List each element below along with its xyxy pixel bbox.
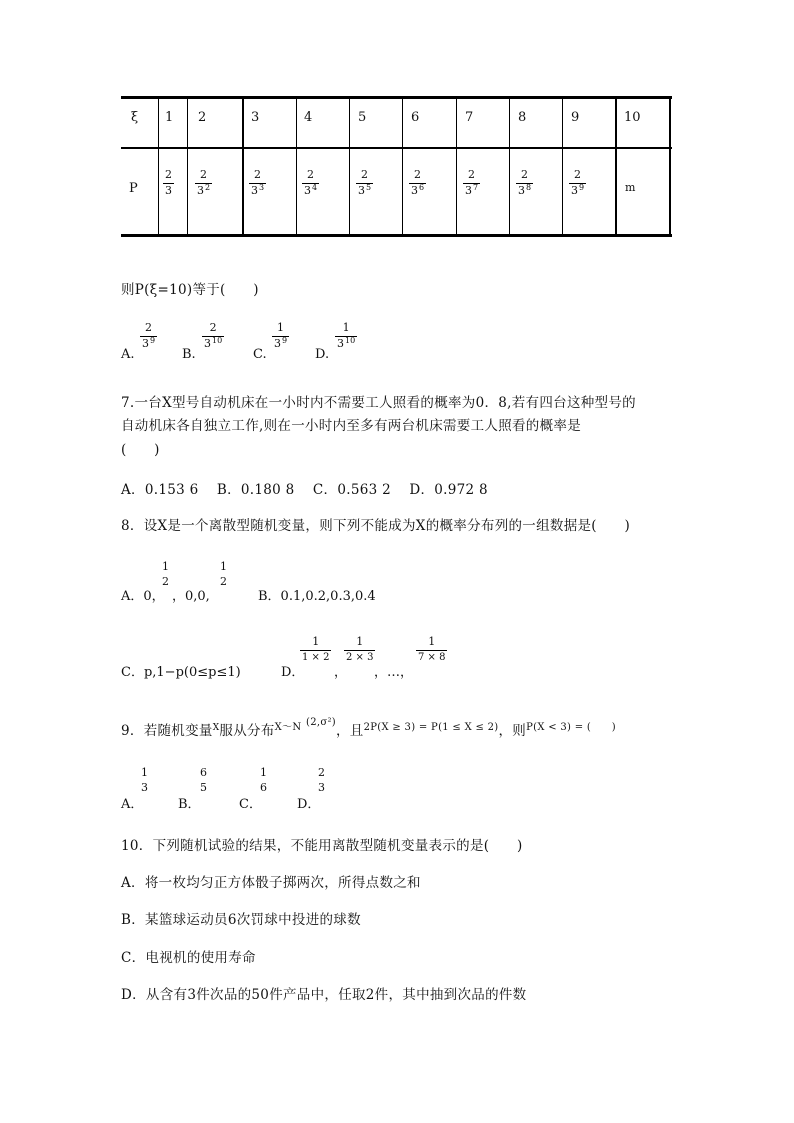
q6-option-d-fraction: 1 $3^{10}$: [337, 321, 356, 350]
q8-option-a-fraction: 1 2: [220, 560, 227, 588]
table-column-divider: [158, 99, 159, 234]
q6-option-b-fraction: 2 $3^{10}$: [204, 321, 223, 350]
probability-fraction: 2 $3^9$: [571, 168, 585, 197]
q6-option-a-fraction: 2 $3^9$: [142, 321, 156, 350]
q8-option-d-fraction-3: 1 7 × 8: [418, 635, 446, 663]
q10-option-d: D．从含有3件次品的50件产品中，任取2件，其中抽到次品的件数: [121, 987, 527, 1003]
q10-stem: 10．下列随机试验的结果，不能用离散型随机变量表示的是( ): [121, 838, 523, 854]
table-column-divider: [456, 99, 457, 234]
q9-condition: 2P(X ≥ 3) = P(1 ≤ X ≤ 2): [363, 722, 499, 733]
table-column-divider: [187, 99, 188, 234]
xi-value: 9: [571, 110, 580, 125]
probability-fraction: 2 $3^4$: [304, 168, 318, 197]
q10-option-a: A．将一枚均匀正方体骰子掷两次，所得点数之和: [121, 875, 421, 891]
probability-fraction: 2 $3^3$: [251, 168, 265, 197]
xi-value: 10: [624, 110, 641, 125]
q9-variable: X: [212, 723, 220, 733]
table-column-divider: [509, 99, 510, 234]
table-column-divider: [349, 99, 350, 234]
q9-stem-middle-2: ，且: [335, 723, 364, 739]
q9-option-d-fraction: 2 3: [318, 766, 325, 794]
table-column-divider: [562, 99, 563, 234]
q8-stem: 8．设X是一个离散型随机变量，则下列不能成为X的概率分布列的一组数据是( ): [121, 518, 631, 534]
p-header: P: [129, 181, 138, 196]
q9-option-a-label: A．: [121, 797, 144, 812]
xi-value: 5: [358, 110, 367, 125]
q8-option-d-separator: ，: [334, 665, 348, 680]
last-probability: m: [625, 181, 636, 194]
xi-value: 3: [251, 110, 260, 125]
q9-parameters: (2,σ²): [306, 717, 336, 728]
q7-line-1: 7.一台X型号自动机床在一小时内不需要工人照看的概率为0．8,若有四台这种型号的: [121, 395, 636, 411]
q6-option-b-label: B.: [182, 347, 196, 362]
q6-option-c-fraction: 1 $3^9$: [274, 321, 288, 350]
q7-line-2: 自动机床各自独立工作,则在一小时内至多有两台机床需要工人照看的概率是: [121, 418, 581, 434]
q8-option-d-fraction-2: 1 2 × 3: [346, 635, 374, 663]
table-column-divider: [669, 99, 671, 234]
q6-option-d-label: D.: [315, 347, 330, 362]
q6-stem: 则P(ξ=10)等于( ): [121, 282, 259, 298]
q9-option-a-fraction: 1 3: [141, 766, 148, 794]
xi-value: 4: [304, 110, 313, 125]
xi-header: ξ: [131, 110, 139, 125]
xi-value: 8: [518, 110, 527, 125]
q9-stem-middle-3: ，则: [498, 723, 527, 739]
probability-fraction: 2 $3^6$: [411, 168, 425, 197]
q9-query: P(X < 3) = ( ): [526, 722, 616, 733]
q8-option-a-label: A．0，: [121, 589, 165, 604]
q8-option-d-fraction-1: 1 1 × 2: [302, 635, 330, 663]
q8-option-a-middle: ，0,0,: [172, 589, 210, 604]
xi-value: 2: [198, 110, 207, 125]
q8-option-d-label: D．: [281, 665, 305, 680]
q9-option-b-label: B．: [178, 797, 201, 812]
q10-option-b: B．某篮球运动员6次罚球中投进的球数: [121, 912, 361, 928]
table-column-divider: [402, 99, 403, 234]
q9-option-c-label: C．: [239, 797, 262, 812]
q8-option-b: B．0.1,0.2,0.3,0.4: [258, 589, 376, 604]
q7-options: A．0.153 6 B．0.180 8 C．0.563 2 D．0.972 8: [121, 482, 488, 498]
probability-fraction: 2 $3^2$: [197, 168, 211, 197]
xi-value: 1: [165, 110, 174, 125]
xi-value: 7: [465, 110, 474, 125]
q8-option-c: C．p,1−p(0≤p≤1): [121, 665, 241, 680]
table-column-divider: [242, 99, 244, 234]
q8-option-d-ellipsis: ，…，: [374, 665, 414, 680]
table-column-divider: [296, 99, 297, 234]
probability-fraction: 2 3: [165, 168, 172, 197]
table-column-divider: [615, 99, 617, 234]
xi-value: 6: [411, 110, 420, 125]
q9-stem-middle: 服从分布: [219, 723, 275, 739]
probability-fraction: 2 $3^7$: [465, 168, 479, 197]
probability-fraction: 2 $3^8$: [518, 168, 532, 197]
table-row-divider: [121, 147, 672, 149]
q9-stem-prefix: 9．若随机变量: [121, 723, 213, 739]
q6-option-c-label: C.: [253, 347, 267, 362]
q9-stem: [121, 719, 616, 739]
distribution-table: [121, 96, 672, 237]
q8-option-a-fraction: 1 2: [162, 560, 169, 588]
q9-distribution: X～N: [274, 722, 302, 733]
probability-fraction: 2 $3^5$: [358, 168, 372, 197]
q7-line-3: ( ): [121, 442, 160, 458]
q10-option-c: C．电视机的使用寿命: [121, 950, 256, 966]
q9-option-b-fraction: 6 5: [200, 766, 207, 794]
q9-option-d-label: D．: [297, 797, 321, 812]
q9-option-c-fraction: 1 6: [260, 766, 267, 794]
q6-option-a-label: A.: [121, 347, 135, 362]
